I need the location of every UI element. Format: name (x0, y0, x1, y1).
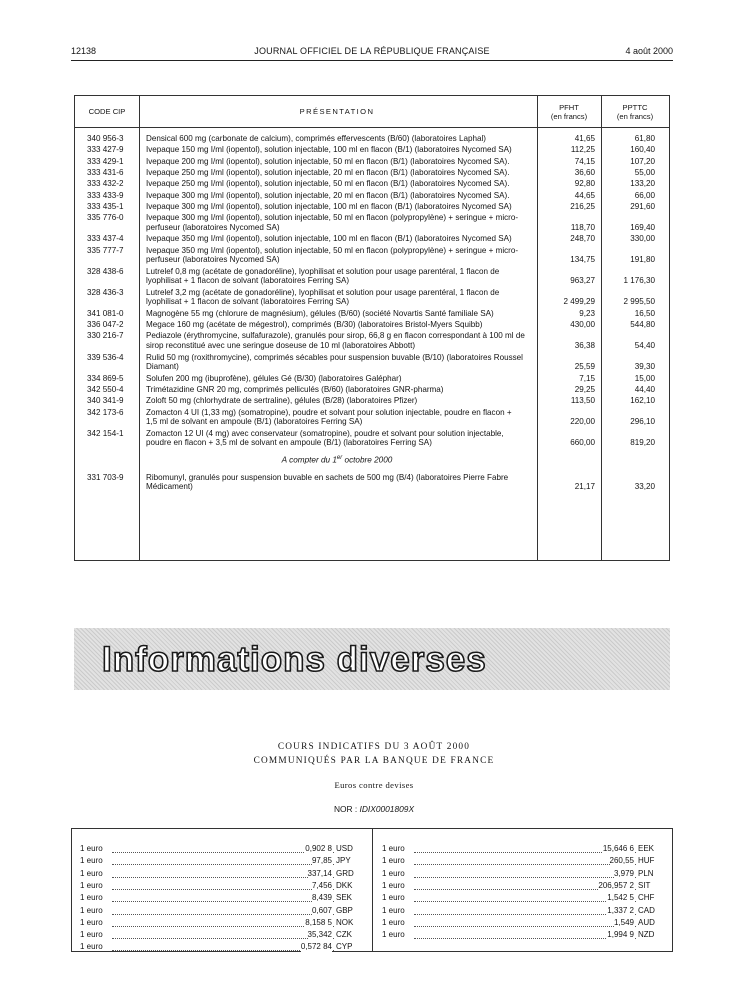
currency-code: DKK (336, 880, 353, 890)
rate-label: 1 euro (382, 917, 405, 927)
cip-code: 333 432-2 (87, 179, 124, 189)
rate-label: 1 euro (80, 930, 103, 940)
table-row (75, 408, 669, 428)
rate-label: 1 euro (80, 893, 103, 903)
rate-label: 1 euro (382, 868, 405, 878)
currency-code: PLN (638, 868, 654, 878)
exchange-rate-row (80, 905, 362, 917)
ppttc-price: 296,10 (630, 417, 655, 427)
price-table (74, 95, 670, 561)
presentation-text: Zoloft 50 mg (chlorhydrate de sertraline), gélules (B/28) (laboratoires Pfizer) (146, 396, 418, 406)
currency-code: SIT (638, 880, 651, 890)
nor-code: IDIX0001809X (359, 804, 415, 814)
rate-value: 8,158 5 (305, 917, 332, 927)
pfht-price: 220,00 (570, 417, 595, 427)
presentation-text: Ivepaque 150 mg I/ml (iopentol), solution injectable, 100 ml en flacon (B/1) (laboratoires Nycomed SA) (146, 145, 512, 155)
cip-code: 341 081-0 (87, 308, 124, 318)
pfht-price: 25,59 (574, 362, 595, 372)
cip-code: 334 869-5 (87, 373, 124, 383)
exchange-rate-row (80, 929, 362, 941)
rate-label: 1 euro (80, 856, 103, 866)
pfht-price: 112,25 (570, 145, 595, 155)
presentation-text: Lutrelef 3,2 mg (acétate de gonadoréline), lyophilisat et solution pour usage parentéral, 1 flacon de lyophilisat + 1 flacon de solvant (laboratoires Ferring SA) (146, 287, 500, 307)
exchange-rate-row (80, 941, 362, 953)
table-row (75, 473, 669, 493)
ppttc-price: 291,60 (630, 201, 655, 211)
ppttc-price: 162,10 (630, 396, 655, 406)
ppttc-price: 61,80 (634, 134, 655, 143)
dot-leader (112, 843, 334, 853)
rate-label: 1 euro (80, 942, 103, 952)
ppttc-price: 44,40 (634, 384, 655, 394)
exchange-rate-row (382, 892, 664, 904)
pfht-price: 21,17 (574, 482, 595, 492)
ppttc-price: 55,00 (634, 167, 655, 177)
exchange-rate-row (382, 880, 664, 892)
pfht-price: 216,25 (570, 201, 595, 211)
pfht-price: 92,80 (574, 179, 595, 189)
rate-value: 1,337 2 (607, 905, 634, 915)
presentation-text: Magnogène 55 mg (chlorure de magnésium), gélules (B/60) (société Novartis Santé familiale SA) (146, 308, 494, 318)
notice-caption: Euros contre devises (334, 780, 414, 790)
table-row (75, 213, 669, 233)
presentation-text: Ivepaque 350 mg I/ml (iopentol), solution injectable, 100 ml en flacon (B/1) (laboratoires Nycomed SA) (146, 234, 512, 244)
cip-code: 333 437-4 (87, 234, 124, 244)
currency-code: EEK (638, 844, 655, 853)
dot-leader (112, 855, 334, 865)
presentation-text: Rulid 50 mg (roxithromycine), comprimés sécables pour suspension buvable (B/10) (laboratoires Roussel Diamant) (146, 352, 523, 372)
currency-code: CYP (336, 942, 353, 952)
column-header-pfht: PFHT (en francs) (550, 103, 588, 121)
pfht-price: 29,25 (574, 384, 595, 394)
rate-value: 35,342 (307, 930, 332, 940)
exchange-rate-table (71, 828, 673, 952)
effective-date-subheading: A compter du 1er octobre 2000 (281, 454, 393, 465)
dot-leader (112, 929, 334, 939)
ppttc-price: 1 176,30 (623, 276, 655, 286)
rate-value: 0,607 (311, 905, 332, 915)
column-header-presentation: PRÉSENTATION (299, 107, 375, 116)
currency-code: JPY (336, 856, 351, 866)
exchange-rate-row (382, 843, 664, 855)
pfht-price: 963,27 (570, 276, 595, 286)
currency-code: GRD (336, 868, 354, 878)
pfht-price: 36,38 (574, 341, 595, 351)
dot-leader (414, 855, 636, 865)
ppttc-price: 544,80 (630, 320, 655, 330)
exchange-rate-row (382, 905, 664, 917)
cip-code: 328 436-3 (87, 287, 124, 297)
currency-code: SEK (336, 893, 353, 903)
exchange-rate-row (80, 843, 362, 855)
exchange-rate-row (80, 892, 362, 904)
presentation-text: Megace 160 mg (acétate de mégestrol), comprimés (B/30) (laboratoires Bristol-Myers Squibb) (146, 320, 483, 330)
pfht-price: 248,70 (570, 234, 595, 244)
table-header (75, 96, 669, 128)
presentation-text: Trimétazidine GNR 20 mg, comprimés pelliculés (B/60) (laboratoires GNR-pharma) (146, 384, 444, 394)
cip-code: 333 435-1 (87, 201, 124, 211)
presentation-text: Pediazole (érythromycine, sulfafurazole), granulés pour sirop, 66,8 g en flacon correspondant à 100 ml de sirop reconstitué avec une seringue doseuse de 10 ml (laboratoires Abbott) (146, 331, 525, 351)
rate-label: 1 euro (382, 880, 405, 890)
ppttc-price: 33,20 (634, 482, 655, 492)
presentation-text: Ivepaque 250 mg I/ml (iopentol), solution injectable, 20 ml en flacon (B/1) (laboratoires Nycomed SA). (146, 167, 510, 177)
rate-label: 1 euro (80, 868, 103, 878)
cip-code: 333 427-9 (87, 145, 124, 155)
rate-value: 206,957 2 (598, 880, 634, 890)
pfht-price: 430,00 (570, 320, 595, 330)
pfht-price: 9,23 (579, 308, 595, 318)
ppttc-price: 819,20 (630, 438, 655, 448)
rate-label: 1 euro (382, 856, 405, 866)
cip-code: 342 173-6 (87, 407, 124, 417)
rate-value: 1,542 5 (607, 893, 634, 903)
cip-code: 333 433-9 (87, 190, 124, 200)
ppttc-price: 107,20 (630, 156, 655, 166)
ppttc-price: 330,00 (630, 234, 655, 244)
rate-label: 1 euro (80, 880, 103, 890)
exchange-rate-row (80, 917, 362, 929)
table-row (75, 234, 669, 244)
rate-label: 1 euro (80, 917, 103, 927)
presentation-text: Zomacton 4 UI (1,33 mg) (somatropine), poudre et solvant pour solution injectable, poudre en flacon + 1,5 ml de solvant en ampoule (B/1) (laboratoires Ferring SA) (146, 407, 512, 427)
presentation-text: Ivepaque 300 mg I/ml (iopentol), solution injectable, 50 ml en flacon (polypropylène) + seringue + micro- perfuseur (laboratoires Nycomed SA) (146, 213, 519, 232)
cip-code: 333 429-1 (87, 156, 124, 166)
presentation-text: Ivepaque 300 mg I/ml (iopentol), solution injectable, 20 ml en flacon (B/1) (laboratoires Nycomed SA). (146, 190, 510, 200)
currency-code: CAD (638, 905, 655, 915)
journal-title: JOURNAL OFFICIEL DE LA RÉPUBLIQUE FRANÇAISE (254, 46, 490, 56)
table-row (75, 320, 669, 330)
dot-leader (112, 868, 334, 878)
rate-value: 7,456 (311, 880, 332, 890)
exchange-rate-row (382, 929, 664, 941)
currency-code: NZD (638, 930, 655, 940)
rate-label: 1 euro (80, 844, 103, 853)
notice-title: COURS INDICATIFS DU 3 AOÛT 2000 (277, 742, 471, 752)
currency-code: CZK (336, 930, 352, 940)
pfht-price: 36,60 (574, 167, 595, 177)
pfht-price: 74,15 (574, 156, 595, 166)
dot-leader (414, 892, 636, 902)
dot-leader (414, 929, 636, 939)
presentation-text: Ribomunyl, granulés pour suspension buvable en sachets de 500 mg (B/4) (laboratoires Pierre Fabre Médicament) (146, 472, 509, 492)
table-row (75, 374, 669, 384)
issue-date: 4 août 2000 (625, 46, 673, 56)
cip-code: 328 438-6 (87, 266, 124, 276)
pfht-price: 660,00 (570, 438, 595, 448)
dot-leader (112, 880, 334, 890)
nor-label: NOR : (333, 804, 360, 814)
ppttc-price: 16,50 (634, 308, 655, 318)
column-divider (372, 829, 373, 951)
dot-leader (112, 892, 334, 902)
column-header-code: CODE CIP (88, 107, 126, 116)
table-row (75, 191, 669, 201)
table-row (75, 331, 669, 351)
exchange-rate-row (80, 868, 362, 880)
table-row (75, 202, 669, 212)
exchange-rate-row (382, 855, 664, 867)
presentation-text: Densical 600 mg (carbonate de calcium), comprimés effervescents (B/60) (laboratoires Laphal) (146, 134, 486, 143)
presentation-text: Ivepaque 250 mg I/ml (iopentol), solution injectable, 50 ml en flacon (B/1) (laboratoires Nycomed SA). (146, 179, 510, 189)
presentation-text: Lutrelef 0,8 mg (acétate de gonadoréline), lyophilisat et solution pour usage parentéral, 1 flacon de lyophilisat + 1 flacon de solvant (laboratoires Ferring SA) (146, 266, 500, 286)
ppttc-price: 39,30 (634, 362, 655, 372)
page-header (71, 44, 673, 60)
currency-code: NOK (336, 917, 354, 927)
cip-code: 340 956-3 (87, 134, 124, 143)
presentation-text: Zomacton 12 UI (4 mg) avec conservateur (somatropine), poudre et solvant pour solution injectable, poudre en flacon + 3,5 ml de solvant en ampoule (B/1) (laboratoires Ferring SA) (146, 428, 504, 448)
dot-leader (112, 905, 334, 915)
table-row (75, 396, 669, 406)
cip-code: 335 776-0 (87, 213, 124, 223)
rate-label: 1 euro (80, 905, 103, 915)
table-row (75, 179, 669, 189)
cip-code: 340 341-9 (87, 396, 124, 406)
table-row (75, 353, 669, 373)
rate-label: 1 euro (382, 893, 405, 903)
rate-value: 337,14 (307, 868, 332, 878)
page-number: 12138 (71, 46, 97, 56)
header-divider (71, 60, 673, 61)
rate-value: 15,646 6 (602, 844, 634, 853)
dot-leader (112, 917, 334, 927)
currency-code: USD (336, 844, 353, 853)
rate-value: 8,439 (311, 893, 332, 903)
ppttc-price: 191,80 (630, 255, 655, 265)
cip-code: 335 777-7 (87, 245, 124, 255)
cip-code: 331 703-9 (87, 472, 124, 482)
ppttc-price: 2 995,50 (623, 297, 655, 307)
cip-code: 333 431-6 (87, 167, 124, 177)
rate-value: 0,902 8 (305, 844, 332, 853)
exchange-rate-row (80, 880, 362, 892)
pfht-price: 134,75 (570, 255, 595, 265)
table-row (75, 246, 669, 266)
table-row (75, 385, 669, 395)
table-row (75, 134, 669, 144)
currency-code: CHF (638, 893, 655, 903)
exchange-rate-row (80, 855, 362, 867)
ppttc-price: 160,40 (630, 145, 655, 155)
rate-value: 1,994 9 (607, 930, 634, 940)
table-row (75, 145, 669, 155)
cip-code: 336 047-2 (87, 320, 124, 330)
cip-code: 342 550-4 (87, 384, 124, 394)
notice-subtitle: COMMUNIQUÉS PAR LA BANQUE DE FRANCE (253, 756, 495, 766)
table-row (75, 168, 669, 178)
ppttc-price: 15,00 (634, 373, 655, 383)
cip-code: 339 536-4 (87, 352, 124, 362)
rate-label: 1 euro (382, 844, 405, 853)
exchange-rate-row (382, 917, 664, 929)
currency-code: AUD (638, 917, 655, 927)
ppttc-price: 133,20 (630, 179, 655, 189)
pfht-price: 118,70 (570, 222, 595, 232)
dot-leader (414, 868, 636, 878)
presentation-text: Ivepaque 350 mg I/ml (iopentol), solution injectable, 50 ml en flacon (polypropylène) + seringue + micro- perfuseur (laboratoires Nycomed SA) (146, 245, 519, 265)
pfht-price: 7,15 (579, 373, 595, 383)
rate-value: 3,979 (613, 868, 634, 878)
dot-leader (414, 905, 636, 915)
rate-value: 97,85 (311, 856, 332, 866)
ppttc-price: 54,40 (634, 341, 655, 351)
pfht-price: 2 499,29 (563, 297, 595, 307)
pfht-price: 41,65 (574, 134, 595, 143)
currency-code: GBP (336, 905, 353, 915)
pfht-price: 113,50 (570, 396, 595, 406)
exchange-rate-row (382, 868, 664, 880)
section-title: Informations diverses (102, 640, 487, 679)
cip-code: 330 216-7 (87, 331, 124, 341)
nor-reference (0, 804, 748, 814)
rate-label: 1 euro (382, 905, 405, 915)
table-row (75, 429, 669, 449)
rate-value: 1,549 (613, 917, 634, 927)
rate-label: 1 euro (382, 930, 405, 940)
presentation-text: Solufen 200 mg (ibuprofène), gélules Gé (B/30) (laboratoires Galéphar) (146, 373, 402, 383)
table-row (75, 157, 669, 167)
ppttc-price: 66,00 (634, 190, 655, 200)
presentation-text: Ivepaque 300 mg I/ml (iopentol), solution injectable, 100 ml en flacon (B/1) (laboratoires Nycomed SA) (146, 201, 512, 211)
pfht-price: 44,65 (574, 190, 595, 200)
table-row (75, 267, 669, 287)
presentation-text: Ivepaque 200 mg I/ml (iopentol), solution injectable, 50 ml en flacon (B/1) (laboratoires Nycomed SA). (146, 156, 510, 166)
table-row (75, 288, 669, 308)
cip-code: 342 154-1 (87, 428, 124, 438)
column-header-ppttc: PPTTC (en francs) (616, 103, 654, 121)
dot-leader (414, 917, 636, 927)
currency-code: HUF (638, 856, 655, 866)
table-row (75, 309, 669, 319)
rate-value: 0,572 84 (300, 942, 332, 952)
rate-value: 260,55 (609, 856, 634, 866)
ppttc-price: 169,40 (630, 222, 655, 232)
